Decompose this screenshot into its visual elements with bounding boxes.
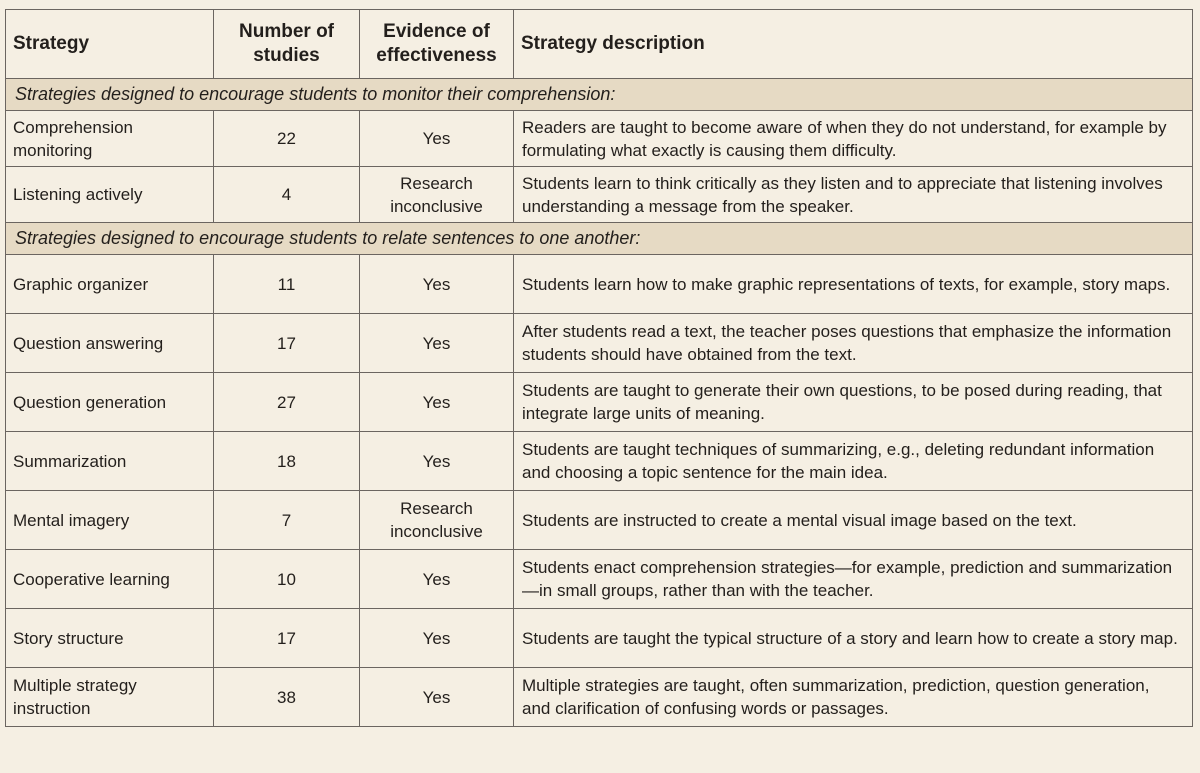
- header-row: [6, 10, 1193, 79]
- studies-cell: 10: [214, 550, 360, 609]
- studies-cell: 38: [214, 668, 360, 727]
- evidence-cell: Yes: [360, 255, 514, 314]
- description-cell: Multiple strategies are taught, often summarization, prediction, question generation, and clarification of confusing words or passages.: [514, 668, 1193, 727]
- studies-cell: 17: [214, 314, 360, 373]
- evidence-cell: Research inconclusive: [360, 491, 514, 550]
- studies-cell: 4: [214, 167, 360, 223]
- description-cell: Students enact comprehension strategies—for example, prediction and summarization—in small groups, rather than with the teacher.: [514, 550, 1193, 609]
- strategy-cell: Question generation: [6, 373, 214, 432]
- studies-cell: 18: [214, 432, 360, 491]
- strategy-cell: Graphic organizer: [6, 255, 214, 314]
- table-row: [6, 668, 1193, 727]
- header-evidence-of-effectiveness: Evidence of effectiveness: [360, 10, 514, 79]
- section-header-row: [6, 223, 1193, 255]
- strategy-cell: Comprehension monitoring: [6, 111, 214, 167]
- evidence-cell: Yes: [360, 314, 514, 373]
- description-cell: Students are taught to generate their own questions, to be posed during reading, that integrate large units of meaning.: [514, 373, 1193, 432]
- table-row: [6, 432, 1193, 491]
- description-cell: Students are taught the typical structure of a story and learn how to create a story map.: [514, 609, 1193, 668]
- header-number-of-studies: Number of studies: [214, 10, 360, 79]
- strategy-cell: Question answering: [6, 314, 214, 373]
- section-title: Strategies designed to encourage students to relate sentences to one another:: [6, 223, 1193, 255]
- strategy-cell: Mental imagery: [6, 491, 214, 550]
- evidence-cell: Research inconclusive: [360, 167, 514, 223]
- evidence-cell: Yes: [360, 111, 514, 167]
- strategy-cell: Cooperative learning: [6, 550, 214, 609]
- description-cell: Students learn to think critically as they listen and to appreciate that listening involves understanding a message from the speaker.: [514, 167, 1193, 223]
- strategy-cell: Multiple strategy instruction: [6, 668, 214, 727]
- table-row: [6, 314, 1193, 373]
- table-row: [6, 373, 1193, 432]
- table-row: [6, 550, 1193, 609]
- evidence-cell: Yes: [360, 609, 514, 668]
- table-row: [6, 167, 1193, 223]
- studies-cell: 17: [214, 609, 360, 668]
- strategy-cell: Summarization: [6, 432, 214, 491]
- table-row: [6, 111, 1193, 167]
- strategy-cell: Listening actively: [6, 167, 214, 223]
- evidence-cell: Yes: [360, 550, 514, 609]
- studies-cell: 27: [214, 373, 360, 432]
- header-strategy-description: Strategy description: [514, 10, 1193, 79]
- table-row: [6, 255, 1193, 314]
- studies-cell: 22: [214, 111, 360, 167]
- strategies-table: [5, 9, 1193, 727]
- description-cell: Readers are taught to become aware of when they do not understand, for example by formulating what exactly is causing them difficulty.: [514, 111, 1193, 167]
- studies-cell: 11: [214, 255, 360, 314]
- section-header-row: [6, 79, 1193, 111]
- strategy-cell: Story structure: [6, 609, 214, 668]
- evidence-cell: Yes: [360, 668, 514, 727]
- header-strategy: Strategy: [6, 10, 214, 79]
- section-title: Strategies designed to encourage students to monitor their comprehension:: [6, 79, 1193, 111]
- table-row: [6, 491, 1193, 550]
- table-row: [6, 609, 1193, 668]
- description-cell: Students learn how to make graphic representations of texts, for example, story maps.: [514, 255, 1193, 314]
- evidence-cell: Yes: [360, 432, 514, 491]
- evidence-cell: Yes: [360, 373, 514, 432]
- studies-cell: 7: [214, 491, 360, 550]
- description-cell: Students are taught techniques of summarizing, e.g., deleting redundant information and choosing a topic sentence for the main idea.: [514, 432, 1193, 491]
- description-cell: After students read a text, the teacher poses questions that emphasize the information students should have obtained from the text.: [514, 314, 1193, 373]
- description-cell: Students are instructed to create a mental visual image based on the text.: [514, 491, 1193, 550]
